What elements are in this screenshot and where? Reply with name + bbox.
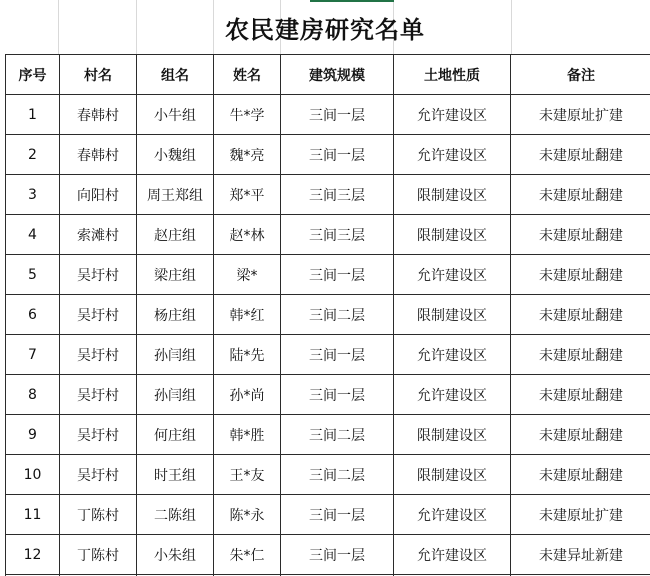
cell-name[interactable]: 陈*永 — [214, 495, 281, 535]
table-row — [6, 255, 650, 295]
table-row — [6, 295, 650, 335]
cell-scale[interactable]: 三间一层 — [281, 535, 394, 575]
header-cell-remark[interactable]: 备注 — [511, 55, 650, 95]
cell-village[interactable]: 向阳村 — [60, 175, 137, 215]
cell-scale[interactable]: 三间三层 — [281, 175, 394, 215]
cell-group[interactable]: 孙闫组 — [137, 375, 214, 415]
cell-index[interactable]: 9 — [6, 415, 60, 455]
cell-remark[interactable]: 未建原址翻建 — [511, 255, 650, 295]
cell-group[interactable]: 二陈组 — [137, 495, 214, 535]
cell-scale[interactable]: 三间二层 — [281, 455, 394, 495]
cell-village[interactable]: 吴圩村 — [60, 255, 137, 295]
cell-name[interactable]: 梁* — [214, 255, 281, 295]
cell-scale[interactable]: 三间二层 — [281, 295, 394, 335]
cell-scale[interactable]: 三间一层 — [281, 335, 394, 375]
cell-land-type[interactable]: 允许建设区 — [394, 335, 511, 375]
cell-scale[interactable]: 三间二层 — [281, 415, 394, 455]
cell-land-type[interactable]: 限制建设区 — [394, 455, 511, 495]
cell-land-type[interactable]: 允许建设区 — [394, 95, 511, 135]
table-row — [6, 455, 650, 495]
cell-name[interactable]: 朱*仁 — [214, 535, 281, 575]
header-cell-village[interactable]: 村名 — [60, 55, 137, 95]
cell-land-type[interactable]: 允许建设区 — [394, 495, 511, 535]
table-row — [6, 335, 650, 375]
cell-land-type[interactable]: 限制建设区 — [394, 295, 511, 335]
header-cell-name[interactable]: 姓名 — [214, 55, 281, 95]
header-cell-land-type[interactable]: 土地性质 — [394, 55, 511, 95]
cell-name[interactable]: 王*友 — [214, 455, 281, 495]
cell-land-type[interactable]: 允许建设区 — [394, 535, 511, 575]
table-row — [6, 535, 650, 575]
cell-land-type[interactable]: 限制建设区 — [394, 415, 511, 455]
cell-index[interactable]: 3 — [6, 175, 60, 215]
cell-village[interactable]: 索滩村 — [60, 215, 137, 255]
sheet-title[interactable]: 农民建房研究名单 — [225, 14, 425, 44]
table-row — [6, 415, 650, 455]
cell-name[interactable]: 韩*胜 — [214, 415, 281, 455]
cell-group[interactable]: 何庄组 — [137, 415, 214, 455]
cell-land-type[interactable]: 限制建设区 — [394, 175, 511, 215]
cell-scale[interactable]: 三间一层 — [281, 375, 394, 415]
cell-name[interactable]: 赵*林 — [214, 215, 281, 255]
cell-remark[interactable]: 未建原址翻建 — [511, 215, 650, 255]
header-cell-index[interactable]: 序号 — [6, 55, 60, 95]
cell-group[interactable]: 杨庄组 — [137, 295, 214, 335]
cell-land-type[interactable]: 允许建设区 — [394, 375, 511, 415]
cell-village[interactable]: 丁陈村 — [60, 495, 137, 535]
cell-name[interactable]: 韩*红 — [214, 295, 281, 335]
cell-village[interactable]: 吴圩村 — [60, 375, 137, 415]
cell-index[interactable]: 4 — [6, 215, 60, 255]
cell-index[interactable]: 2 — [6, 135, 60, 175]
cell-index[interactable]: 5 — [6, 255, 60, 295]
table-row — [6, 215, 650, 255]
cell-scale[interactable]: 三间三层 — [281, 215, 394, 255]
cell-land-type[interactable]: 允许建设区 — [394, 135, 511, 175]
cell-scale[interactable]: 三间一层 — [281, 495, 394, 535]
header-row — [6, 55, 650, 95]
cell-village[interactable]: 吴圩村 — [60, 295, 137, 335]
cell-name[interactable]: 孙*尚 — [214, 375, 281, 415]
cell-group[interactable]: 小朱组 — [137, 535, 214, 575]
header-cell-group[interactable]: 组名 — [137, 55, 214, 95]
table-row — [6, 495, 650, 535]
cell-land-type[interactable]: 限制建设区 — [394, 215, 511, 255]
cell-name[interactable]: 陆*先 — [214, 335, 281, 375]
cell-group[interactable]: 赵庄组 — [137, 215, 214, 255]
cell-group[interactable]: 小牛组 — [137, 95, 214, 135]
table-row — [6, 375, 650, 415]
cell-group[interactable]: 孙闫组 — [137, 335, 214, 375]
cell-name[interactable]: 牛*学 — [214, 95, 281, 135]
cell-index[interactable]: 1 — [6, 95, 60, 135]
cell-index[interactable]: 8 — [6, 375, 60, 415]
housing-roster-table — [5, 54, 650, 576]
cell-village[interactable]: 丁陈村 — [60, 535, 137, 575]
cell-index[interactable]: 7 — [6, 335, 60, 375]
cell-remark[interactable]: 未建原址扩建 — [511, 495, 650, 535]
cell-village[interactable]: 吴圩村 — [60, 455, 137, 495]
cell-remark[interactable]: 未建原址扩建 — [511, 95, 650, 135]
cell-group[interactable]: 周王郑组 — [137, 175, 214, 215]
header-cell-scale[interactable]: 建筑规模 — [281, 55, 394, 95]
cell-village[interactable]: 春韩村 — [60, 135, 137, 175]
cell-index[interactable]: 12 — [6, 535, 60, 575]
cell-index[interactable]: 10 — [6, 455, 60, 495]
cell-remark[interactable]: 未建原址翻建 — [511, 375, 650, 415]
cell-remark[interactable]: 未建原址翻建 — [511, 295, 650, 335]
cell-group[interactable]: 梁庄组 — [137, 255, 214, 295]
cell-name[interactable]: 魏*亮 — [214, 135, 281, 175]
cell-remark[interactable]: 未建原址翻建 — [511, 135, 650, 175]
table-body — [6, 95, 650, 576]
cell-land-type[interactable]: 允许建设区 — [394, 255, 511, 295]
table-row — [6, 135, 650, 175]
cell-scale[interactable]: 三间一层 — [281, 135, 394, 175]
cell-remark[interactable]: 未建原址翻建 — [511, 455, 650, 495]
cell-group[interactable]: 小魏组 — [137, 135, 214, 175]
cell-remark[interactable]: 未建原址翻建 — [511, 415, 650, 455]
cell-village[interactable]: 吴圩村 — [60, 335, 137, 375]
cell-village[interactable]: 春韩村 — [60, 95, 137, 135]
cell-group[interactable]: 时王组 — [137, 455, 214, 495]
cell-name[interactable]: 郑*平 — [214, 175, 281, 215]
cell-remark[interactable]: 未建原址翻建 — [511, 175, 650, 215]
cell-index[interactable]: 11 — [6, 495, 60, 535]
cell-remark[interactable]: 未建异址新建 — [511, 535, 650, 575]
cell-index[interactable]: 6 — [6, 295, 60, 335]
cell-remark[interactable]: 未建原址翻建 — [511, 335, 650, 375]
table-row — [6, 175, 650, 215]
cell-scale[interactable]: 三间一层 — [281, 95, 394, 135]
table-row — [6, 95, 650, 135]
cell-scale[interactable]: 三间一层 — [281, 255, 394, 295]
cell-village[interactable]: 吴圩村 — [60, 415, 137, 455]
